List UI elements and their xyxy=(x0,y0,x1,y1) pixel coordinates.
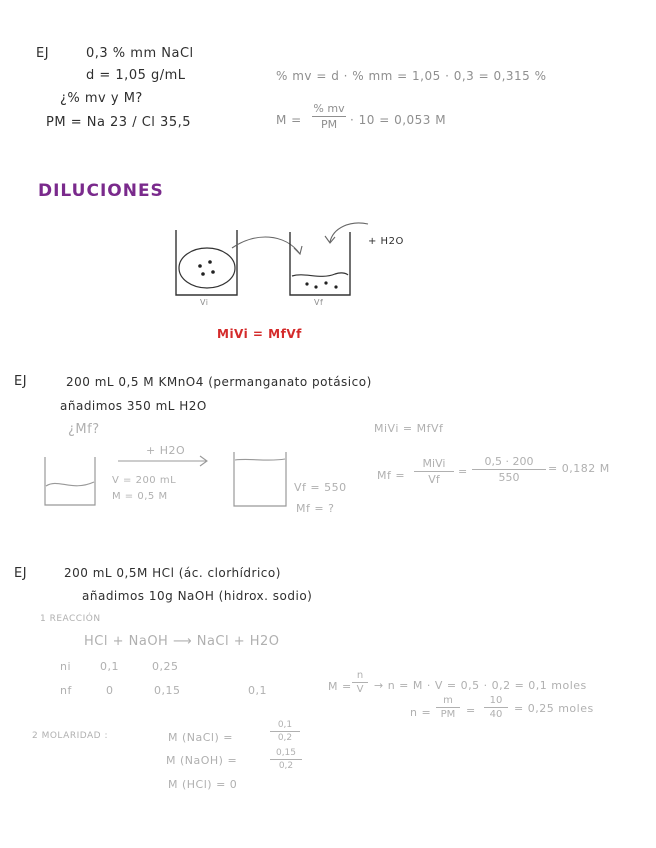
ex2-formula-reference: MiVi = MfVf xyxy=(374,422,444,435)
ex3-n-denominator: PM xyxy=(440,709,456,720)
ex3-n-equals: = xyxy=(466,704,476,717)
fraction-bar xyxy=(436,707,460,708)
ex3-n-numerator-2: 10 xyxy=(489,695,503,706)
ex1-fraction-denominator: PM xyxy=(320,118,338,131)
section-title: DILUCIONES xyxy=(38,181,164,201)
fraction-bar xyxy=(484,707,508,708)
ex1-fraction-numerator: % mv xyxy=(313,102,345,115)
ex3-naoh-denominator: 0,2 xyxy=(278,761,294,771)
ex2-final-volume: Vf = 550 xyxy=(294,481,347,494)
ex3-molarity-lhs: M = xyxy=(328,680,352,693)
ex3-nacl-fraction xyxy=(270,720,300,743)
ex3-nf-nacl: 0,1 xyxy=(248,684,267,697)
ex1-molarity-result: · 10 = 0,053 M xyxy=(350,113,447,127)
ex1-molarity-lhs: M = xyxy=(276,113,302,127)
ex3-nf-naoh: 0,15 xyxy=(154,684,181,697)
ex2-statement-line2: añadimos 350 mL H2O xyxy=(60,399,207,413)
ex3-label: EJ xyxy=(14,566,28,581)
ex3-naoh-numerator: 0,15 xyxy=(275,748,297,758)
ex3-step1-heading: 1 REACCIÓN xyxy=(40,614,101,624)
ex2-initial-volume: V = 200 mL xyxy=(112,475,177,486)
ex3-statement-line2: añadimos 10g NaOH (hidrox. sodio) xyxy=(82,589,313,603)
ex3-reaction: HCl + NaOH ⟶ NaCl + H2O xyxy=(84,634,280,649)
ex2-final-molarity-question: Mf = ? xyxy=(296,502,335,515)
ex2-label: EJ xyxy=(14,374,28,389)
ex2-statement-line1: 200 mL 0,5 M KMnO4 (permanganato potásico) xyxy=(66,375,372,389)
ex2-initial-beaker-icon xyxy=(45,457,95,505)
ex3-molarity-numerator: n xyxy=(356,670,364,681)
ex2-mf-lhs: Mf = xyxy=(377,469,406,482)
ex2-fraction-2 xyxy=(472,455,546,484)
notes-page: EJ 0,3 % mm NaCl d = 1,05 g/mL ¿% mv y M? PM = Na 23 / Cl 35,5 % mv = d · % mm = 1,05 · 0,3 = 0,315 % M = % mv PM · 10 = 0,053 M DILUCIONES + H2O Vi Vf MiVi = MfVf EJ 200 mL 0,5 M KMnO4 (permanganato potásico) añadimos 350 mL H2O ¿Mf? MiVi = MfVf + H2O V = 200 mL M = 0,5 M Vf = 550 Mf = ? Mf = MiVi Vf = 0,5 · 200 550 = 0,182 M EJ 200 mL 0,5M HCl (ác. clorhídrico) añadimos 10g NaOH (hidrox. sodio) 1 REACCIÓN HCl + NaOH ⟶ NaCl + H2O ni 0,1 0,25 nf 0 0,15 0,1 M = n V → n = M · V = 0,5 · 0,2 = 0,1 moles n = m PM = 10 40 = 0,25 moles 2 MOLARIDAD : M (NaCl) = 0,1 0,2 M (NaOH) = 0,15 0,2 M (HCl) = 0 xyxy=(0,0,656,848)
ex3-moles-hcl-calc: → n = M · V = 0,5 · 0,2 = 0,1 moles xyxy=(374,679,587,692)
ex1-molar-mass: PM = Na 23 / Cl 35,5 xyxy=(46,115,191,130)
ex3-n-fraction-2 xyxy=(484,695,508,720)
ex3-row-nf-label: nf xyxy=(60,684,72,697)
ex3-molarity-hcl: M (HCl) = 0 xyxy=(168,778,238,791)
ex1-question: ¿% mv y M? xyxy=(60,91,143,106)
ex2-fraction-1-denominator: Vf xyxy=(428,473,440,486)
ex2-result: = 0,182 M xyxy=(548,462,610,475)
fraction-bar xyxy=(414,471,454,472)
ex3-statement-line1: 200 mL 0,5M HCl (ác. clorhídrico) xyxy=(64,566,281,580)
ex3-n-fraction-1 xyxy=(436,695,460,720)
ex1-given-concentration: 0,3 % mm NaCl xyxy=(86,46,194,61)
ex2-question: ¿Mf? xyxy=(68,422,100,437)
ex2-fraction-1 xyxy=(414,457,454,486)
fraction-bar xyxy=(270,731,300,732)
ex3-ni-naoh: 0,25 xyxy=(152,660,179,673)
vi-label: Vi xyxy=(200,298,209,307)
ex3-n-denominator-2: 40 xyxy=(489,709,503,720)
ex1-label: EJ xyxy=(36,46,50,61)
ex3-ni-hcl: 0,1 xyxy=(100,660,119,673)
ex3-nf-hcl: 0 xyxy=(106,684,114,697)
vf-label: Vf xyxy=(314,298,324,307)
ex3-molarity-denominator: V xyxy=(356,684,364,695)
ex3-step2-heading: 2 MOLARIDAD : xyxy=(32,731,108,741)
ex3-molarity-fraction xyxy=(352,670,368,695)
ex3-n-numerator: m xyxy=(443,695,453,706)
ex3-row-ni-label: ni xyxy=(60,660,72,673)
ex1-given-density: d = 1,05 g/mL xyxy=(86,68,186,83)
ex3-nacl-numerator: 0,1 xyxy=(277,720,293,730)
ex3-nacl-denominator: 0,2 xyxy=(277,733,293,743)
ex2-fraction-1-numerator: MiVi xyxy=(422,457,446,470)
ex1-mv-calculation: % mv = d · % mm = 1,05 · 0,3 = 0,315 % xyxy=(276,69,547,83)
ex3-naoh-fraction xyxy=(270,748,302,771)
ex3-moles-naoh-result: = 0,25 moles xyxy=(514,702,594,715)
fraction-bar xyxy=(472,469,546,470)
dilution-formula: MiVi = MfVf xyxy=(217,327,302,341)
ex3-n-lhs: n = xyxy=(410,706,432,719)
ex2-fraction-2-denominator: 550 xyxy=(498,471,520,484)
water-label: + H2O xyxy=(368,236,404,247)
ex3-molarity-naoh: M (NaOH) = xyxy=(166,754,238,767)
ex3-molarity-nacl: M (NaCl) = xyxy=(168,731,233,744)
fraction-bar xyxy=(352,682,368,683)
ex2-initial-molarity: M = 0,5 M xyxy=(112,491,168,502)
ex2-arrow-label: + H2O xyxy=(146,444,186,457)
ex2-fraction-2-numerator: 0,5 · 200 xyxy=(484,455,534,468)
fraction-bar xyxy=(270,759,302,760)
